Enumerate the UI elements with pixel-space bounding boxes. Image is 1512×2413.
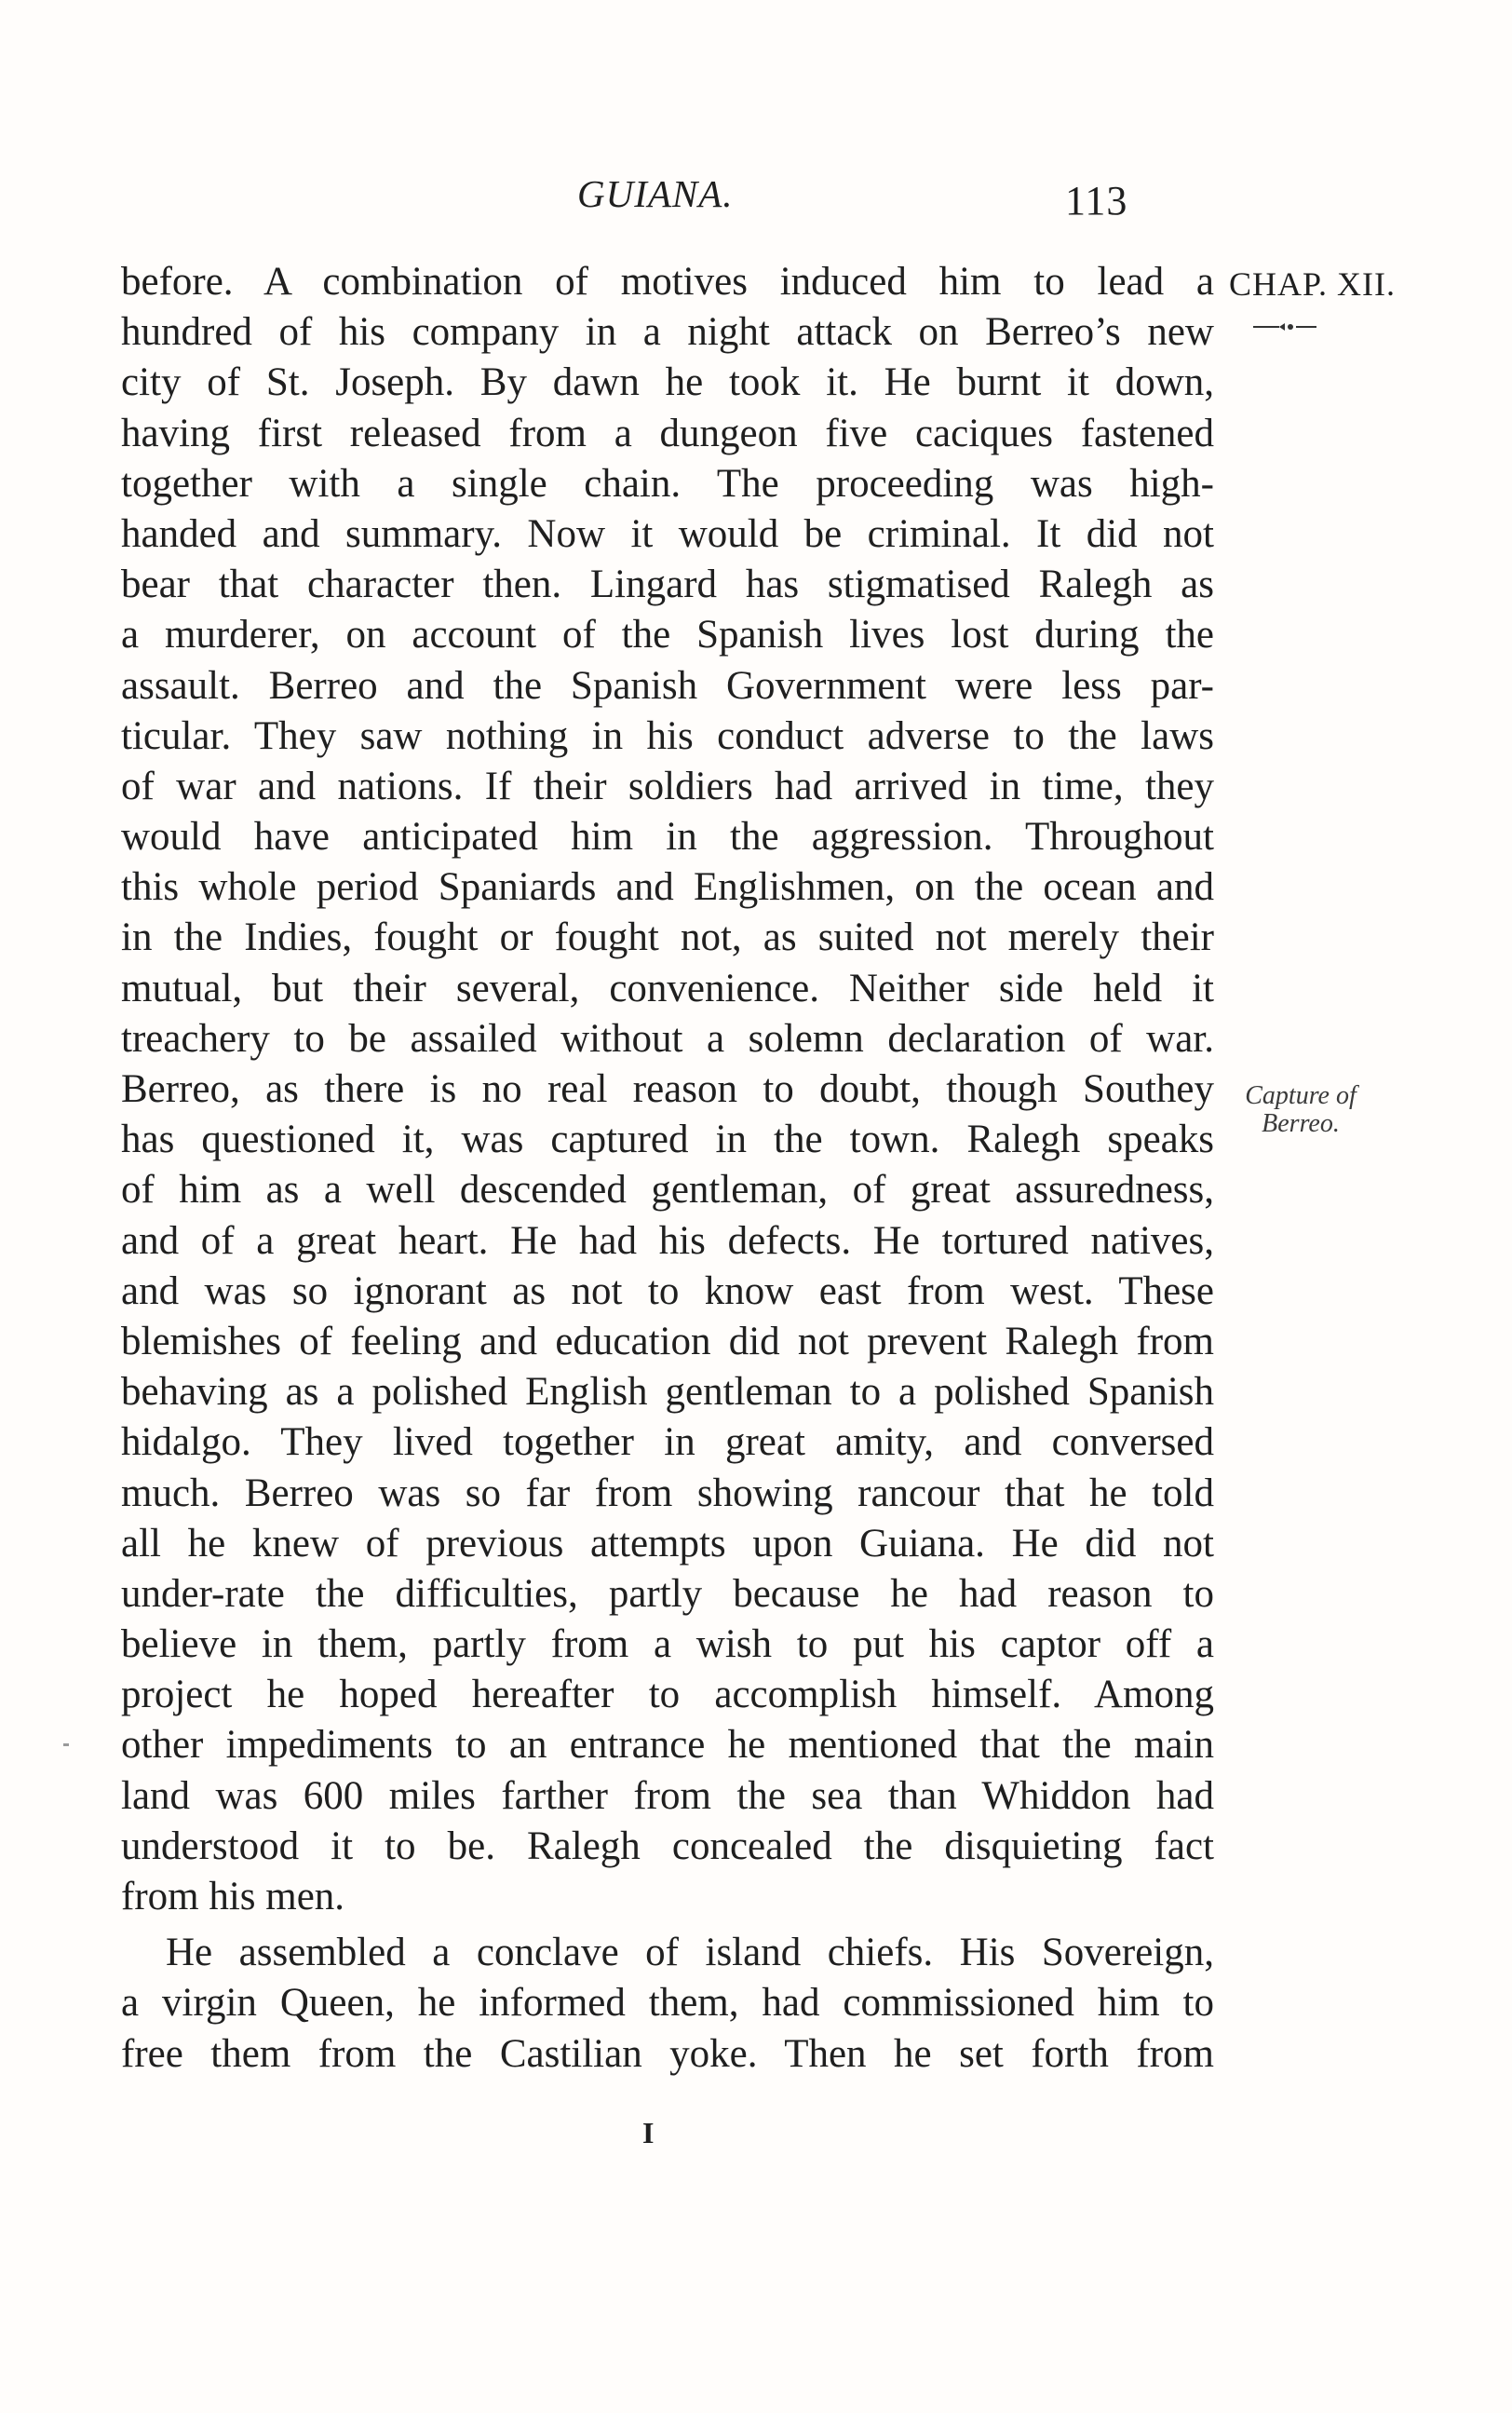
text-line: bear that character then. Lingard has stigmatised Ralegh as — [121, 563, 1214, 607]
text-line: other impediments to an entrance he mentioned that the main — [121, 1723, 1214, 1768]
text-line: together with a single chain. The proceeding was high- — [121, 461, 1214, 506]
signature-mark: I — [642, 2116, 655, 2149]
text-line: hidalgo. They lived together in great amity, and conversed — [121, 1420, 1214, 1465]
text-line: of war and nations. If their soldiers had arrived in time, they — [121, 764, 1214, 808]
text-line: this whole period Spaniards and Englishmen, on the ocean and — [121, 865, 1214, 910]
text-line: free them from the Castilian yoke. Then he set forth from — [121, 2031, 1214, 2076]
margin-note-line: Capture of — [1245, 1081, 1357, 1110]
body-text — [121, 257, 1214, 2080]
margin-note-line: Berreo. — [1262, 1109, 1340, 1138]
margin-note — [1231, 1082, 1370, 1138]
text-line: He assembled a conclave of island chiefs. His Sovereign, — [166, 1931, 1214, 1975]
text-line: Berreo, as there is no real reason to doubt, though Southey — [121, 1067, 1214, 1111]
text-line: hundred of his company in a night attack on Berreo’s new — [121, 310, 1214, 355]
text-line: from his men. — [121, 1875, 345, 1918]
text-line: assault. Berreo and the Spanish Government were less par- — [121, 663, 1214, 708]
text-line: all he knew of previous attempts upon Guiana. He did not — [121, 1521, 1214, 1566]
print-speck — [63, 1743, 69, 1746]
text-line: believe in them, partly from a wish to put his captor off a — [121, 1622, 1214, 1667]
text-line: ticular. They saw nothing in his conduct adverse to the laws — [121, 713, 1214, 758]
text-line: land was 600 miles farther from the sea than Whiddon had — [121, 1773, 1214, 1818]
text-line: under-rate the difficulties, partly because he had reason to — [121, 1571, 1214, 1616]
text-line: treachery to be assailed without a solemn declaration of war. — [121, 1016, 1214, 1061]
text-line: blemishes of feeling and education did not prevent Ralegh from — [121, 1319, 1214, 1363]
text-line: having first released from a dungeon five caciques fastened — [121, 411, 1214, 455]
text-line: and of a great heart. He had his defects. He tortured natives, — [121, 1218, 1214, 1263]
ornament-dash-icon — [1251, 320, 1318, 333]
text-line: much. Berreo was so far from showing rancour that he told — [121, 1471, 1214, 1515]
text-line: project he hoped hereafter to accomplish himself. Among — [121, 1673, 1214, 1717]
text-line: of him as a well descended gentleman, of great assuredness, — [121, 1168, 1214, 1213]
text-line: and was so ignorant as not to know east from west. These — [121, 1268, 1214, 1313]
text-line: before. A combination of motives induced him to lead a — [121, 260, 1214, 304]
text-line: behaving as a polished English gentleman to a polished Spanish — [121, 1370, 1214, 1415]
text-line: would have anticipated him in the aggression. Throughout — [121, 815, 1214, 860]
text-line: a virgin Queen, he informed them, had commissioned him to — [121, 1981, 1214, 2026]
text-line: city of St. Joseph. By dawn he took it. He burnt it down, — [121, 360, 1214, 405]
text-line: has questioned it, was captured in the town. Ralegh speaks — [121, 1118, 1214, 1162]
text-line: handed and summary. Now it would be criminal. It did not — [121, 511, 1214, 556]
page-number: 113 — [1065, 178, 1128, 224]
running-title: GUIANA. — [577, 172, 734, 215]
chapter-marker: CHAP. XII. — [1229, 265, 1397, 303]
text-line: mutual, but their several, convenience. Neither side held it — [121, 966, 1214, 1010]
text-line: a murderer, on account of the Spanish lives lost during the — [121, 613, 1214, 657]
text-line: understood it to be. Ralegh concealed the disquieting fact — [121, 1823, 1214, 1868]
text-line: in the Indies, fought or fought not, as suited not merely their — [121, 915, 1214, 960]
